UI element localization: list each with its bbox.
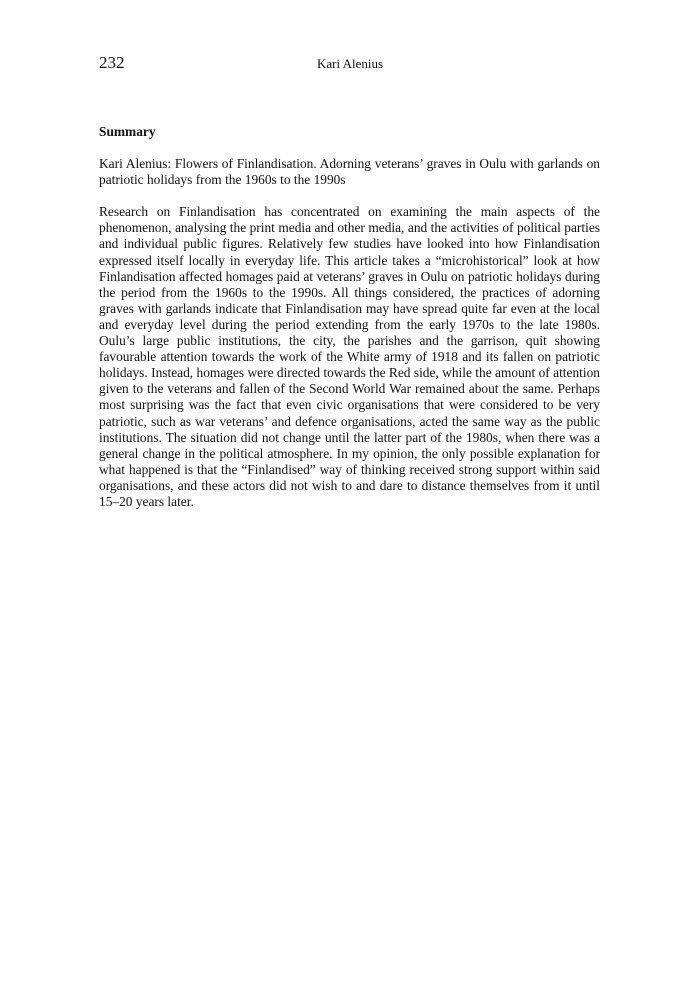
summary-body: Research on Finlandisation has concentrated on examining the main aspects of the phenomenon, analysing the print media and other media, and the activities of political parties and individual public figures. Relatively few studies have looked into how Finlandisation expressed itself locally in everyday life. This article takes a “microhistorical” look at how Finlandisation affected homages paid at veterans’ graves in Oulu on patriotic holidays during the period from the 1960s to the 1990s. All things considered, the practices of adorning graves with garlands indicate that Finlandisation may have spread quite far even at the local and everyday level during the period extending from the early 1970s to the late 1980s. Oulu’s large public institutions, the city, the parishes and the garrison, quit showing favourable attention towards the work of the White army of 1918 and its fallen on patriotic holidays. Instead, homages were directed towards the Red side, while the amount of attention given to the veterans and fallen of the Second World War remained about the same. Perhaps most surprising was the fact that even civic organisations that were considered to be very patriotic, such as war veterans’ and defence organisations, acted the same way as the public institutions. The situation did not change until the latter part of the 1980s, when there was a general change in the political atmosphere. In my opinion, the only possible explanation for what happened is that the “Finlandised” way of thinking received strong support within said organisations, and these actors did not wish to and dare to distance themselves from it until 15–20 years later. (99, 204, 600, 509)
summary-section (99, 124, 600, 526)
page-number: 232 (99, 53, 125, 72)
article-title-line: Kari Alenius: Flowers of Finlandisation. Adorning veterans’ graves in Oulu with garlands on patriotic holidays from the 1960s to the 1990s (99, 156, 600, 188)
summary-heading: Summary (99, 124, 156, 139)
running-head: Kari Alenius (316, 56, 384, 71)
